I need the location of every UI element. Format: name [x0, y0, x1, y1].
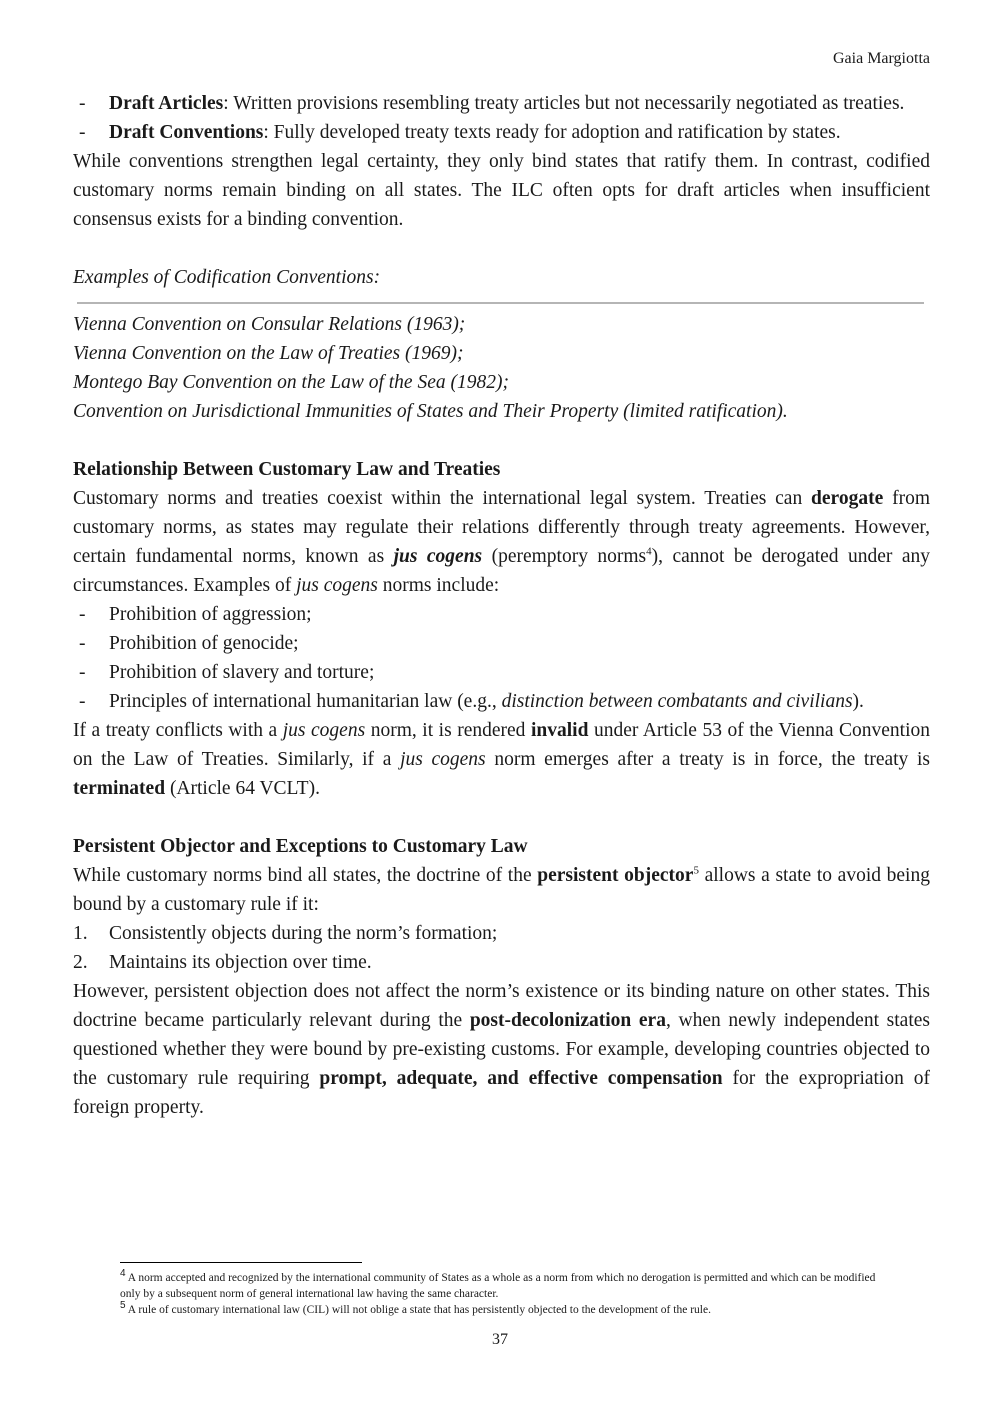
paragraph: Customary norms and treaties coexist within the international legal system. Treaties can derogate from customary norms, as states may regulate their relations differently through treaty agreements. However, certain fundamental norms, known as jus cogens (peremptory norms$^4$), cannot be derogated under any circumstances. Examples of jus cogens norms include:	[73, 488, 930, 596]
definition-text: : Fully developed treaty texts ready for adoption and ratification by states.	[263, 122, 841, 143]
list-item	[73, 118, 930, 147]
bullet-dash: -	[79, 122, 86, 143]
term-draft-articles: Draft Articles	[109, 93, 224, 114]
footnote-ref: 4	[646, 545, 652, 558]
paragraph: If a treaty conflicts with a jus cogens norm, it is rendered invalid under Article 53 of the Vienna Convention on the Law of Treaties. Similarly, if a jus cogens norm emerges after a treaty is in force, the treaty is terminated (Article 64 VCLT).	[73, 720, 931, 799]
page-number: 37	[492, 1331, 508, 1348]
example-item: Montego Bay Convention on the Law of the Sea (1982);	[73, 372, 509, 393]
footnotes	[120, 1270, 890, 1318]
list-item: - Prohibition of aggression;	[73, 600, 930, 629]
list-item: - Principles of international humanitarian law (e.g., distinction between combatants and civilians).	[73, 687, 930, 716]
footnote-separator	[120, 1262, 362, 1263]
list-item	[73, 89, 930, 118]
footnote: $^5$ A rule of customary international law (CIL) will not oblige a state that has persistently objected to the development of the rule.	[120, 1300, 711, 1316]
paragraph: While conventions strengthen legal certainty, they only bind states that ratify them. In contrast, codified customary norms remain binding on all states. The ILC often opts for draft articles when insufficient consensus exists for a binding convention.	[73, 151, 930, 230]
section-heading: Relationship Between Customary Law and Treaties	[73, 459, 501, 480]
example-item: Vienna Convention on Consular Relations (1963);	[73, 314, 466, 335]
bullet-dash: -	[79, 662, 86, 683]
example-item: Vienna Convention on the Law of Treaties (1969);	[73, 343, 464, 364]
section-heading: Persistent Objector and Exceptions to Customary Law	[73, 836, 528, 857]
bullet-dash: -	[79, 633, 86, 654]
bullet-dash: -	[79, 93, 86, 114]
footnote: $^4$ A norm accepted and recognized by the international community of States as a whole as a norm from which no derogation is permitted and which can be modified only by a subsequent norm of general international law having the same character.	[120, 1268, 876, 1300]
bullet-dash: -	[79, 604, 86, 625]
paragraph: However, persistent objection does not affect the norm’s existence or its binding nature on other states. This doctrine became particularly relevant during the post-decolonization era, when newly independent states questioned whether they were bound by pre-existing customs. For example, developing countries objected to the customary rule requiring prompt, adequate, and effective compensation for the expropriation of foreign property.	[73, 981, 930, 1118]
main-content	[73, 89, 930, 1122]
numbered-item: 1. Consistently objects during the norm’s formation;	[73, 923, 498, 944]
list-item: - Prohibition of slavery and torture;	[73, 658, 930, 687]
list-item: - Prohibition of genocide;	[73, 629, 930, 658]
bullet-dash: -	[79, 691, 86, 712]
term-draft-conventions: Draft Conventions	[109, 122, 264, 143]
example-item: Convention on Jurisdictional Immunities of States and Their Property (limited ratification).	[73, 401, 788, 422]
examples-title: Examples of Codification Conventions:	[73, 267, 381, 288]
footnote-ref: 5	[693, 864, 699, 877]
numbered-item: 2. Maintains its objection over time.	[73, 952, 372, 973]
definition-text: : Written provisions resembling treaty articles but not necessarily negotiated as treaties.	[223, 93, 905, 114]
horizontal-rule	[77, 302, 924, 304]
running-header: Gaia Margiotta	[832, 50, 930, 67]
paragraph: While customary norms bind all states, the doctrine of the persistent objector$^5$ allows a state to avoid being bound by a customary rule if it:	[73, 864, 930, 915]
